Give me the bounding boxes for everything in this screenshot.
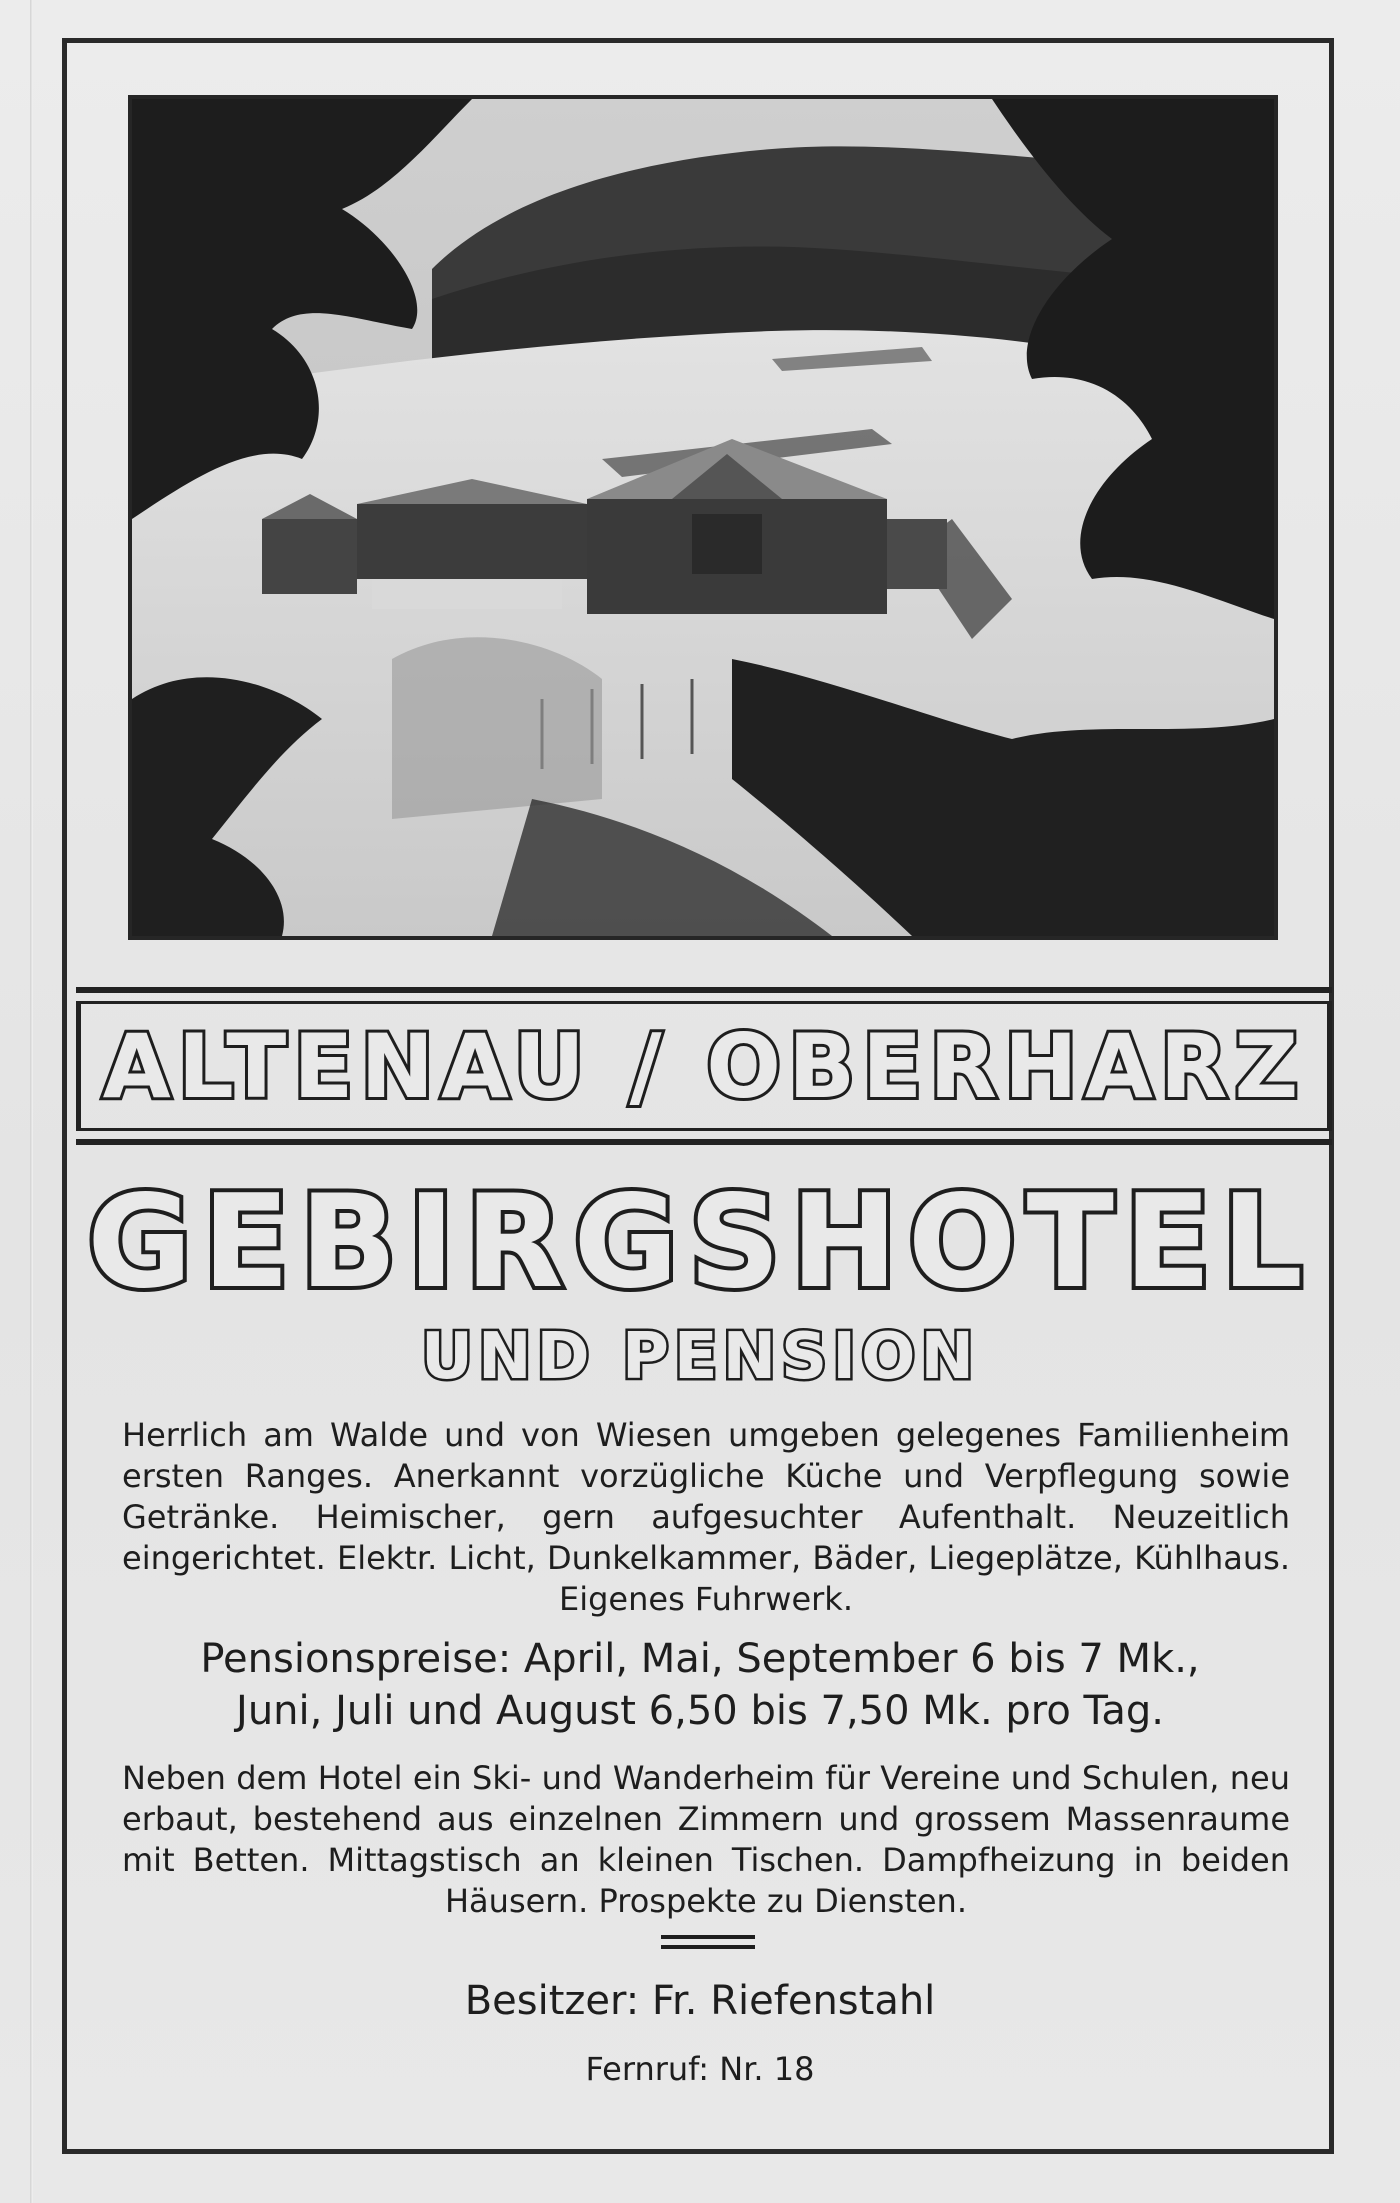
hotel-photo	[128, 95, 1278, 940]
divider-rule-bottom	[661, 1945, 755, 1949]
description-paragraph	[122, 1415, 1290, 1620]
annex-text: Neben dem Hotel ein Ski- und Wanderheim für Vereine und Schulen, neu erbaut, bestehend aus einzelnen Zimmern und grossem Massenraume mit Betten. Mittagstisch an kleinen Tischen. Dampfheizung in beiden Häusern. Prospekte zu Diensten.	[122, 1759, 1290, 1920]
phone-line: Fernruf: Nr. 18	[585, 2050, 815, 2088]
prices-line-1: Pensionspreise: April, Mai, September 6 bis 7 Mk.,	[200, 1636, 1200, 1682]
description-text: Herrlich am Walde und von Wiesen umgeben gelegenes Familienheim ersten Ranges. Anerkannt vorzügliche Küche und Verpflegung sowie Getränke. Heimischer, gern aufgesuchter Aufenthalt. Neuzeitlich eingerichtet. Elektr. Licht, Dunkelkammer, Bäder, Liegeplätze, Kühlhaus. Eigenes Fuhrwerk.	[122, 1416, 1290, 1618]
banner-inner-frame	[76, 1001, 1332, 1131]
divider-rule-top	[661, 1935, 755, 1939]
town-banner	[76, 987, 1332, 1145]
town-title: ALTENAU / OBERHARZ	[102, 1014, 1306, 1118]
prices-line-2: Juni, Juli und August 6,50 bis 7,50 Mk. pro Tag.	[236, 1688, 1164, 1734]
paper-crease	[30, 0, 33, 2203]
hotel-headline: GEBIRGSHOTEL	[87, 1168, 1313, 1317]
annex-paragraph	[122, 1758, 1290, 1922]
prices-block	[150, 1633, 1250, 1737]
winter-landscape-illustration	[132, 99, 1274, 936]
owner-line: Besitzer: Fr. Riefenstahl	[464, 1978, 936, 2024]
hotel-subheadline: UND PENSION	[421, 1320, 979, 1394]
